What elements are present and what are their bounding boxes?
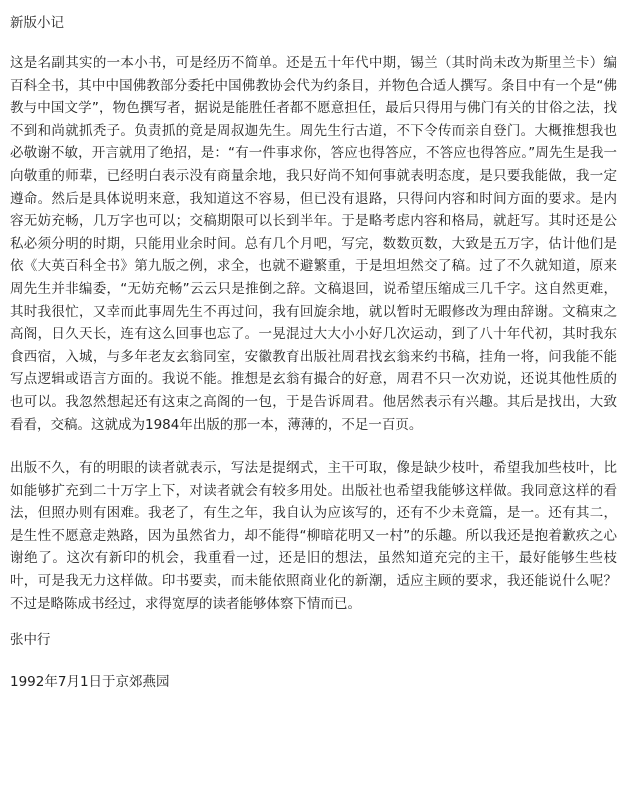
date-line: 1992年7月1日于京郊燕园 (10, 674, 170, 691)
author-signature: 张中行 (10, 632, 51, 649)
body-paragraph-2: 出版不久，有的明眼的读者就表示，写法是提纲式，主干可取，像是缺少枝叶，希望我加些枝叶，比如能够扩充到二十万字上下，对读者就会有较多用处。出版社也希望我能够这样做。我同意这样的看法，但照办则有困难。我老了，有生之年，我自认为应该写的，还有不少未竟篇，是一。还有其二，是生性不愿意走熟路，因为虽然省力，却不能得“柳暗花明又一村”的乐趣。所以我还是抱着歉疚之心谢绝了。这次有新印的机会，我重看一过，还是旧的想法，虽然知道充完的主干，最好能够生些枝叶，可是我无力这样做。印书要卖，而未能依照商业化的新潮，适应主顾的要求，我还能说什么呢？不过是略陈成书经过，求得宽厚的读者能够体察下情而已。 (10, 460, 617, 612)
document-title: 新版小记 (10, 15, 64, 31)
body-paragraph-1: 这是名副其实的一本小书，可是经历不简单。还是五十年代中期，锡兰（其时尚未改为斯里兰卡）编百科全书，其中中国佛教部分委托中国佛教协会代为约条目，并物色合适人撰写。条目中有一个是“佛教与中国文学”，物色撰写者，据说是能胜任者都不愿意担任，最后只得用与佛门有关的甘俗之法，找不到和尚就抓秃子。负责抓的竟是周叔迦先生。周先生行古道，不下令传而亲自登门。大概推想我也必敬谢不敏，开言就用了绝招，是：“有一件事求你，答应也得答应，不答应也得答应。”周先生是我一向敬重的师辈，已经明白表示没有商量余地，我只好尚不知何事就表明态度，是只要我能做，我一定遵命。然后是具体说明来意，我知道这不容易，但已没有退路，只得问内容和时间方面的要求。是内容无妨充畅，几万字也可以；交稿期限可以长到半年。于是略考虑内容和格局，就赶写。其时还是公私必须分明的时期，只能用业余时间。总有几个月吧，写完，数数页数，大致是五万字，估计他们是依《大英百科全书》第九版之例，求全，也就不避繁重，于是坦坦然交了稿。过了不久就知道，原来周先生并非编委，“无妨充畅”云云只是推倒之辞。文稿退回，说希望压缩成三几千字。这自然更难，其时我很忙，又幸而此事周先生不再过问，我有回旋余地，就以暂时无暇修改为理由辞谢。文稿束之高阁，日久天长，连有这么回事也忘了。一晃混过大大小小好几次运动，到了八十年代初，其时我东食西宿，入城，与多年老友玄翁同室，安徽教育出版社周君找玄翁来约书稿，挂角一将，问我能不能写点逻辑或语言方面的。我说不能。推想是玄翁有撮合的好意，周君不只一次劝说，还说其他性质的也可以。我忽然想起还有这束之高阁的一包，于是告诉周君。他居然表示有兴趣。其后是找出，大致看看，交稿。这就成为1984年出版的那一本，薄薄的，不足一百页。 (10, 55, 617, 433)
